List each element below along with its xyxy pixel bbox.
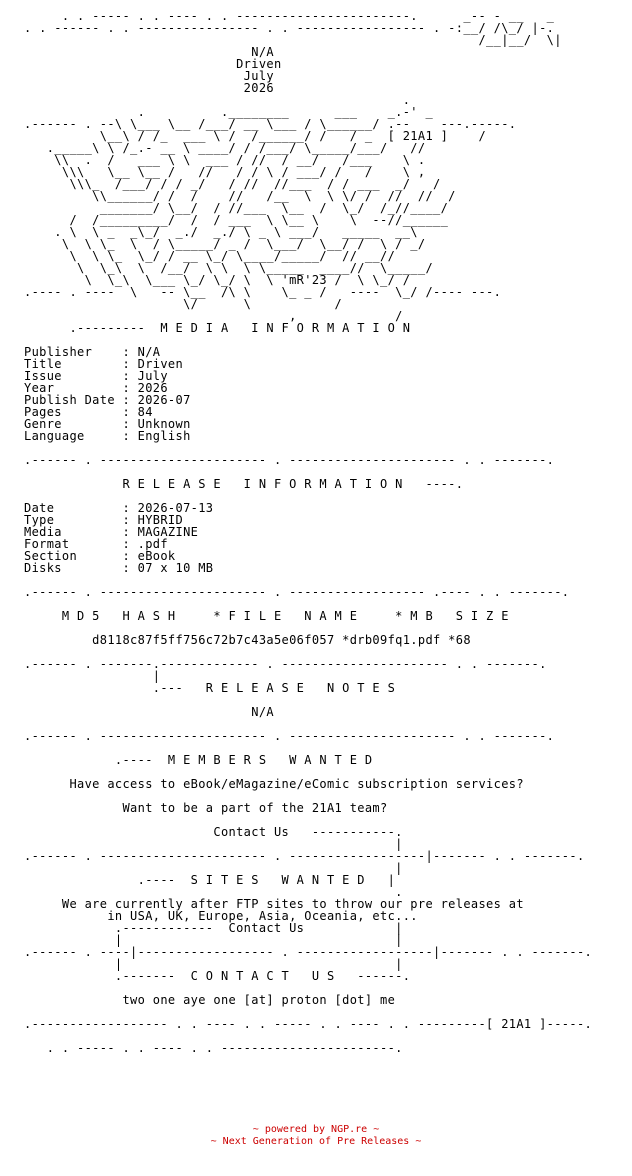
nfo-line: .--------- M E D I A I N F O R M A T I O N bbox=[24, 321, 411, 335]
nfo-line: .------ . -------.------------- . ---------------------- . . -------. bbox=[24, 657, 547, 671]
nfo-line: .---- . ---- \ -- \__ /\ \ \_ _ / ---- \_/ /---- ---. bbox=[24, 285, 502, 299]
nfo-line: | bbox=[24, 669, 161, 683]
nfo-line: .------ . ---------------------- . ---------------------- . . -------. bbox=[24, 729, 555, 743]
nfo-line: \\\_ /___/ / / _/ / // //___ / / ___ _/ / bbox=[24, 177, 441, 191]
nfo-line: N/A bbox=[24, 705, 274, 719]
nfo-line: . . ------ . . ---------------- . . ----------------- . -:__/ /\_/ |-. bbox=[24, 21, 555, 35]
nfo-line: .------------ Contact Us | bbox=[24, 921, 403, 935]
nfo-line: \ \_\ \ /__/ \ \ \ \_____ ____// \_____/ bbox=[24, 261, 434, 275]
nfo-line: . bbox=[24, 885, 403, 899]
nfo-line: /__|__/ \| bbox=[24, 33, 577, 47]
nfo-line: | bbox=[24, 861, 403, 875]
nfo-line: two one aye one [at] proton [dot] me bbox=[24, 993, 396, 1007]
nfo-line: .------------------ . . ---- . . ----- . . ---- . . ---------[ 21A1 ]-----. bbox=[24, 1017, 593, 1031]
nfo-line: 2026 bbox=[24, 81, 274, 95]
nfo-line: .------ . ----|------------------ . ------------------|------- . . -------. bbox=[24, 945, 593, 959]
nfo-line: Language : English bbox=[24, 429, 191, 443]
nfo-line: Want to be a part of the 21A1 team? bbox=[24, 801, 388, 815]
nfo-line: . . ----- . . ---- . . -----------------------. bbox=[24, 1041, 403, 1055]
nfo-line: \\ . / ___ \ \ ___ / // / __/ /___ \ . bbox=[24, 153, 426, 167]
nfo-line: Driven bbox=[24, 57, 282, 71]
nfo-line: Section : eBook bbox=[24, 549, 176, 563]
nfo-line: Date : 2026-07-13 bbox=[24, 501, 214, 515]
nfo-line: \ \ \_ \ / \_____/ _ / \___/ \__/ / \ / _/ bbox=[24, 237, 426, 251]
nfo-line: in USA, UK, Europe, Asia, Oceania, etc... bbox=[24, 909, 418, 923]
nfo-line: \ \ \_ \_/ / __ \_/ \____/_____/ // __// bbox=[24, 249, 396, 263]
nfo-line: .------ . ---------------------- . ---------------------- . . -------. bbox=[24, 453, 555, 467]
tagline-link[interactable]: ~ Next Generation of Pre Releases ~ bbox=[210, 1136, 422, 1147]
nfo-line: Media : MAGAZINE bbox=[24, 525, 199, 539]
nfo-line: . \ \ _ _\_/ _./ _./ \ _ \ ___/ _____ __\ bbox=[24, 225, 418, 239]
nfo-line: . . ----- . . ---- . . -----------------------. _-- - __ _ bbox=[24, 9, 555, 23]
nfo-line: Genre : Unknown bbox=[24, 417, 191, 431]
nfo-line: \\\ \__ \__ / // / / \ / ___/ / / \ , bbox=[24, 165, 426, 179]
nfo-line: Pages : 84 bbox=[24, 405, 153, 419]
powered-by-link[interactable]: ~ powered by NGP.re ~ bbox=[252, 1124, 380, 1135]
nfo-line: / /_________/ / / ___ \ \__ \ \ --//______ bbox=[24, 213, 449, 227]
nfo-line: \__\ / /_ ___ \ / /______/ / / _ [ 21A1 ] / bbox=[24, 129, 487, 143]
nfo-line: .---- S I T E S W A N T E D | bbox=[24, 873, 396, 887]
nfo-line: \ \_\ \___ \_/ \_/ \ \ 'mR'23 / \ \_/ / bbox=[24, 273, 411, 287]
nfo-line: Contact Us -----------. bbox=[24, 825, 403, 839]
nfo-line: Year : 2026 bbox=[24, 381, 168, 395]
nfo-line: .------ . --\ \___ \__ /___/ __ \___ / \______/ .-- ---.-----. bbox=[24, 117, 517, 131]
nfo-line: .--- R E L E A S E N O T E S bbox=[24, 681, 396, 695]
nfo-line: \/ \ / bbox=[24, 297, 343, 311]
nfo-text-block bbox=[24, 10, 592, 1054]
nfo-line: .------- C O N T A C T U S ------. bbox=[24, 969, 411, 983]
nfo-line: d8118c87f5ff756c72b7c43a5e06f057 *drb09fq1.pdf *68 bbox=[24, 633, 471, 647]
nfo-line: .---- M E M B E R S W A N T E D bbox=[24, 753, 373, 767]
nfo-line: July bbox=[24, 69, 274, 83]
nfo-line: Issue : July bbox=[24, 369, 168, 383]
nfo-line: \\______/ / / // /__ \ \ \/ / // // / bbox=[24, 189, 456, 203]
nfo-line: Publish Date : 2026-07 bbox=[24, 393, 191, 407]
nfo-line: | | bbox=[24, 933, 403, 947]
nfo-line: . .________ ___ _.-' _ bbox=[24, 105, 434, 119]
nfo-line: R E L E A S E I N F O R M A T I O N ----. bbox=[24, 477, 464, 491]
nfo-line: Format : .pdf bbox=[24, 537, 168, 551]
nfo-line: _______/ \__/ / //___ \__ / \_/ /_//____/ bbox=[24, 201, 449, 215]
nfo-line: | | bbox=[24, 957, 403, 971]
nfo-line: Publisher : N/A bbox=[24, 345, 161, 359]
nfo-line: .------ . ---------------------- . ------------------|------- . . -------. bbox=[24, 849, 585, 863]
nfo-line: We are currently after FTP sites to throw our pre releases at bbox=[24, 897, 524, 911]
nfo-line: N/A bbox=[24, 45, 274, 59]
nfo-line: Have access to eBook/eMagazine/eComic subscription services? bbox=[24, 777, 524, 791]
nfo-line: | bbox=[24, 837, 403, 851]
nfo-line: , / bbox=[24, 309, 403, 323]
nfo-line: M D 5 H A S H * F I L E N A M E * M B S I Z E bbox=[24, 609, 509, 623]
footer bbox=[0, 1124, 632, 1148]
nfo-line: . bbox=[24, 93, 411, 107]
nfo-line: Disks : 07 x 10 MB bbox=[24, 561, 214, 575]
nfo-line: .------ . ---------------------- . ------------------ .---- . . -------. bbox=[24, 585, 570, 599]
nfo-line: ._____\ \ /_.- __ \ ____/ / /___/ \_____/___/ // bbox=[24, 141, 426, 155]
nfo-line: Title : Driven bbox=[24, 357, 184, 371]
nfo-line: Type : HYBRID bbox=[24, 513, 184, 527]
